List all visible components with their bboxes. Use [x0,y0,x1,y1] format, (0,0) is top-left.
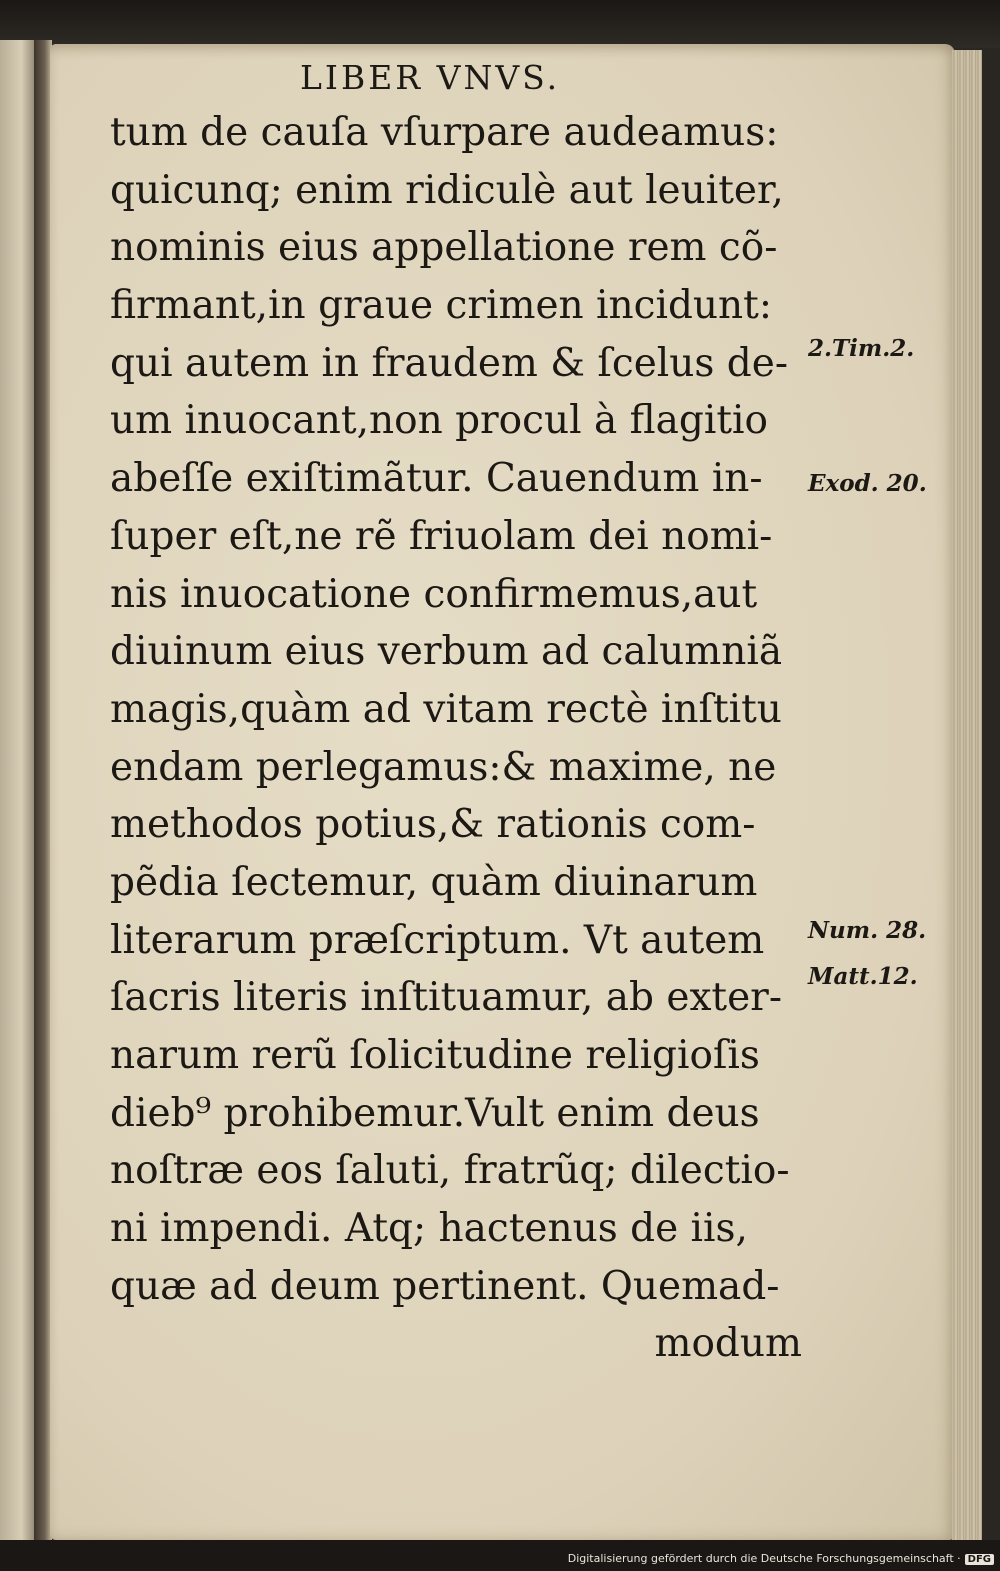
text-line: ni impendi. Atq; hactenus de iis, [110,1206,748,1252]
text-line: abeſſe exiſtimãtur. Cauendum in- [110,456,763,502]
text-line: endam perlegamus:& maxime, ne [110,744,777,790]
credit-text: Digitalisierung gefördert durch die Deutsche Forschungsgemeinschaft · [567,1552,961,1565]
facing-page-edge [0,40,36,1540]
text-line: quicunq; enim ridiculè aut leuiter, [110,167,784,213]
text-line: narum rerũ ſolicitudine religioſis [110,1033,760,1078]
text-line: magis,quàm ad vitam rectè inſtitu [110,686,782,732]
catchword: modum [654,1321,802,1367]
text-line: nominis eius appellatione rem cõ- [110,225,778,271]
text-line: dieb⁹ prohibemur.Vult enim deus [110,1090,760,1136]
text-line: tum de cauſa vſurpare audeamus: [110,110,779,155]
text-line: um inuocant,non procul à flagitio [110,398,768,444]
text-line: quæ ad deum pertinent. Quemad- [110,1263,780,1309]
text-line: qui autem in fraudem & ſcelus de- [110,340,789,386]
text-line: noſtræ eos ſaluti, fratrũq; dilectio- [110,1148,790,1194]
margin-note-matthew: Matt.12. [808,963,918,990]
scan-background [0,0,1000,48]
text-line: methodos potius,& rationis com- [110,802,756,848]
text-line: literarum præſcriptum. Vt autem [110,917,765,963]
text-line: firmant,in graue crimen incidunt: [110,283,772,329]
text-line: diuinum eius verbum ad calumniã [110,629,783,675]
margin-note-timothy: 2.Tim.2. [808,335,915,362]
body-text [110,104,810,1373]
margin-note-exodus: Exod. 20. [808,470,927,497]
margin-note-numbers: Num. 28. [808,917,927,944]
dfg-logo: DFG [965,1554,994,1565]
text-line: ſacris literis inſtituamur, ab exter- [110,975,783,1021]
text-line: ſuper eſt,ne rẽ friuolam dei nomi- [110,513,773,559]
running-head: LIBER VNVS. [300,58,561,97]
digitization-credit [568,1552,994,1565]
page-stack-edge [952,50,982,1540]
text-line: nis inuocatione confirmemus,aut [110,571,758,617]
text-line: pẽdia ſectemur, quàm diuinarum [110,859,758,905]
